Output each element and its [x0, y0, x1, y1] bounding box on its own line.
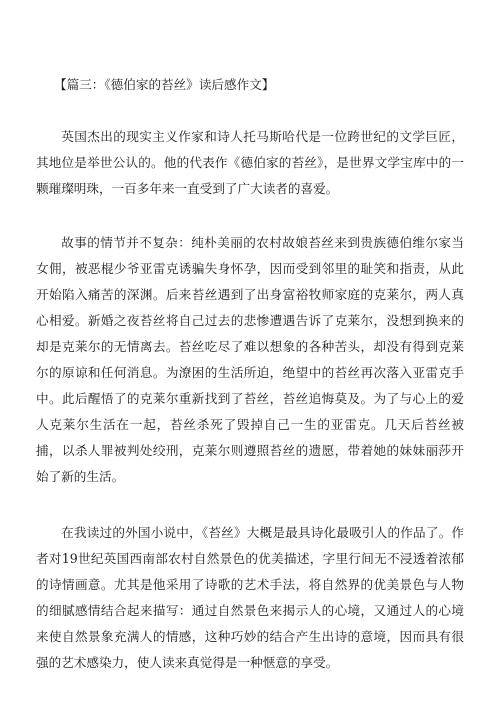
- paragraph-intro: 英国杰出的现实主义作家和诗人托马斯哈代是一位跨世纪的文学巨匠，其地位是举世公认的。他的代表作《德伯家的苔丝》，是世界文学宝库中的一颗璀璨明珠，一百多年来一直受到了广大读者的喜爱。: [36, 129, 464, 196]
- section-heading: 【篇三：《德伯家的苔丝》读后感作文】: [54, 77, 275, 92]
- paragraph-plot: 故事的情节并不复杂：纯朴美丽的农村故娘苔丝来到贵族德伯维尔家当女佣，被恶棍少爷亚雷克诱骗失身怀孕，因而受到邻里的耻笑和指责，从此开始陷入痛苦的深渊。后来苔丝遇到了出身富裕牧师家庭的克莱尔，两人真心相爱。新婚之夜苔丝将自己过去的悲惨遭遇告诉了克莱尔，没想到换来的却是克莱尔的无情离去。苔丝吃尽了难以想象的各种苦头，却没有得到克莱尔的原谅和任何消息。为潦困的生活所迫，绝望中的苔丝再次落入亚雷克手中。此后醒悟了的克莱尔重新找到了苔丝，苔丝追悔莫及。为了与心上的爱人克莱尔生活在一起，苔丝杀死了毁掉自己一生的亚雷克。几天后苔丝被捕，以杀人罪被判处绞刑，克莱尔则遵照苔丝的遗愿，带着她的妹妹丽莎开始了新的生活。: [36, 235, 464, 484]
- paragraph-reflection: 在我读过的外国小说中，《苔丝》大概是最具诗化最吸引人的作品了。作者对19世纪英国西南部农村自然景色的优美描述，字里行间无不浸透着浓郁的诗情画意。尤其是他采用了诗歌的艺术手法，将自然界的优美景色与人物的细腻感情结合起来描写：通过自然景色来揭示人的心境，又通过人的心境来使自然景象充满人的情感，这种巧妙的结合产生出诗的意境，因而具有很强的艺术感染力，使人读来真觉得是一种惬意的享受。: [36, 525, 464, 670]
